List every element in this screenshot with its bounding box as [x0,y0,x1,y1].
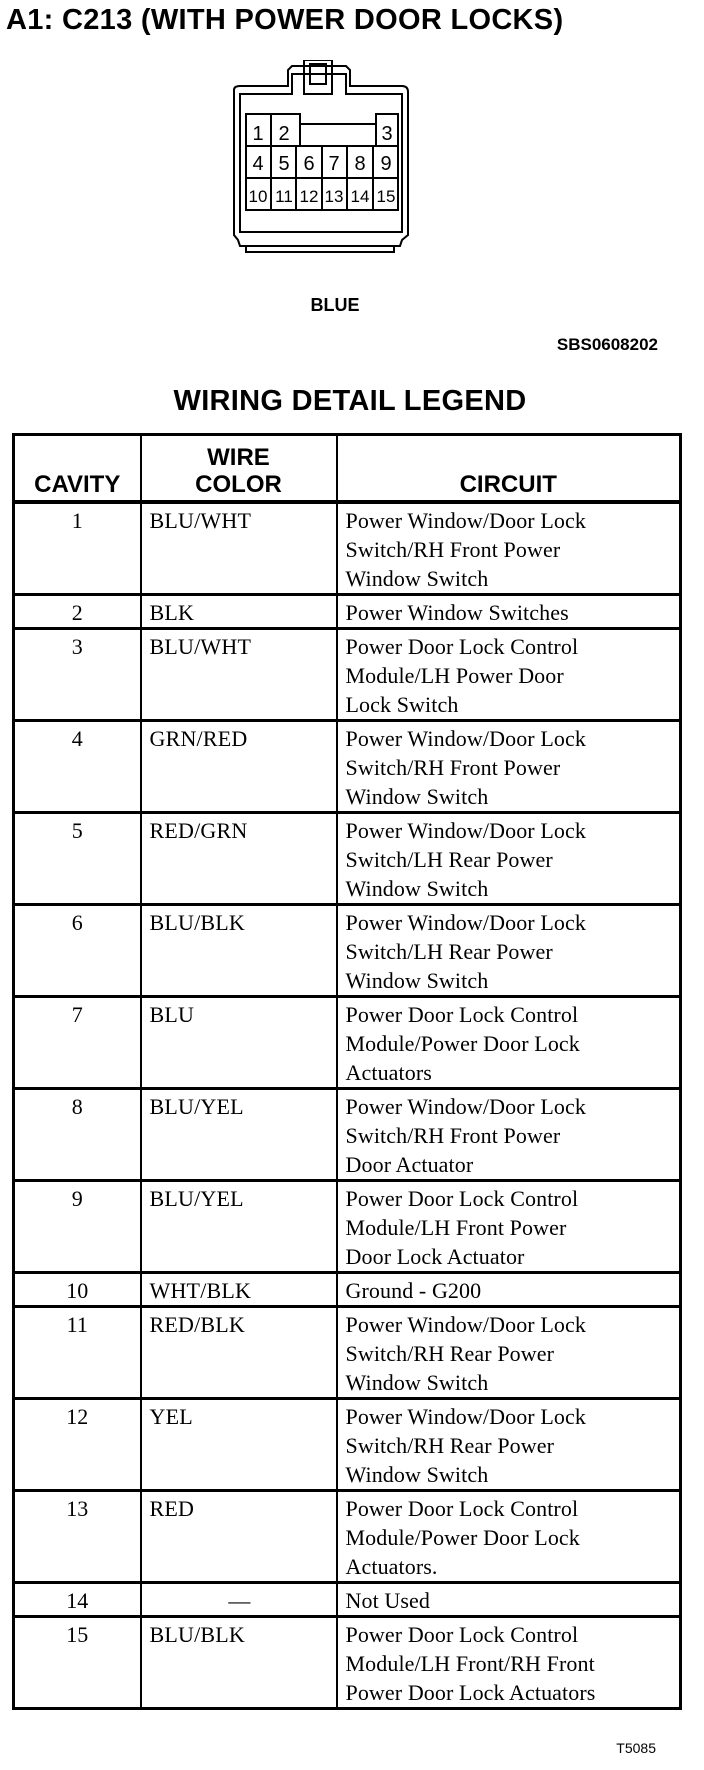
circuit-cell [337,1583,681,1617]
cavity-label-5: 5 [278,153,290,175]
circuit-line: Lock Switch [345,692,459,717]
wire-color-cell: YEL [141,1399,337,1491]
circuit-line: Switch/RH Rear Power [345,1341,555,1366]
circuit-line: Actuators. [345,1554,438,1579]
cavity-cell: 8 [14,1089,141,1181]
table-row [14,905,681,997]
circuit-line: Power Window/Door Lock [345,726,586,751]
wire-color-cell: BLK [141,595,337,629]
cavity-label-8: 8 [354,153,366,175]
figure-id: SBS0608202 [556,335,658,354]
table-row [14,1181,681,1273]
cavity-cell: 13 [14,1491,141,1583]
wire-color-cell: BLU/YEL [141,1181,337,1273]
cavity-label-12: 12 [299,187,319,206]
circuit-line: Actuators [345,1060,432,1085]
wire-color-cell: BLU/BLK [141,905,337,997]
circuit-line: Module/LH Front/RH Front [345,1651,595,1676]
cavity-cell: 7 [14,997,141,1089]
circuit-cell [337,1307,681,1399]
wire-color-cell: BLU [141,997,337,1089]
circuit-line: Switch/LH Rear Power [345,939,553,964]
header-circuit: CIRCUIT [337,435,681,503]
cavity-label-6: 6 [303,153,315,175]
table-row [14,502,681,595]
table-row [14,1307,681,1399]
circuit-line: Door Actuator [345,1152,474,1177]
wire-color-cell: BLU/WHT [141,502,337,595]
cavity-label-1: 1 [252,123,264,145]
cavity-label-9: 9 [380,153,392,175]
cavity-cell: 3 [14,629,141,721]
circuit-line: Switch/LH Rear Power [345,847,553,872]
table-row [14,1617,681,1709]
circuit-cell [337,905,681,997]
table-row [14,1491,681,1583]
circuit-cell [337,721,681,813]
circuit-cell [337,1399,681,1491]
circuit-line: Window Switch [345,566,489,591]
wire-color-cell: — [141,1583,337,1617]
wiring-detail-legend-table [12,433,682,1710]
table-row [14,1089,681,1181]
cavity-cell: 5 [14,813,141,905]
cavity-cell: 1 [14,502,141,595]
table-row [14,595,681,629]
circuit-line: Not Used [345,1588,431,1613]
header-wire-color: WIRE COLOR [141,435,337,503]
wire-color-cell: RED/GRN [141,813,337,905]
cavity-label-10: 10 [248,187,268,206]
circuit-cell [337,629,681,721]
table-row [14,721,681,813]
wire-color-cell: BLU/WHT [141,629,337,721]
cavity-cell: 15 [14,1617,141,1709]
table-row [14,1399,681,1491]
circuit-line: Module/Power Door Lock [345,1525,580,1550]
circuit-line: Window Switch [345,968,489,993]
wire-color-cell: RED/BLK [141,1307,337,1399]
circuit-line: Power Window/Door Lock [345,1094,586,1119]
circuit-line: Window Switch [345,1462,489,1487]
circuit-cell [337,595,681,629]
circuit-line: Module/LH Front Power [345,1215,567,1240]
cavity-cell: 9 [14,1181,141,1273]
circuit-line: Power Door Lock Control [345,1496,579,1521]
table-row [14,1583,681,1617]
cavity-cell: 14 [14,1583,141,1617]
circuit-line: Switch/RH Rear Power [345,1433,555,1458]
wire-color-cell: GRN/RED [141,721,337,813]
circuit-line: Power Window Switches [345,600,569,625]
circuit-line: Switch/RH Front Power [345,1123,561,1148]
circuit-cell [337,997,681,1089]
legend-title: WIRING DETAIL LEGEND [173,385,527,417]
circuit-cell [337,1273,681,1307]
drawing-id: T5085 [616,1740,656,1756]
circuit-line: Switch/RH Front Power [345,537,561,562]
circuit-cell [337,1617,681,1709]
circuit-line: Power Window/Door Lock [345,508,586,533]
cavity-label-4: 4 [252,153,264,175]
cavity-cell: 2 [14,595,141,629]
circuit-line: Module/LH Power Door [345,663,564,688]
cavity-cell: 11 [14,1307,141,1399]
connector-face-diagram [226,60,416,290]
circuit-line: Door Lock Actuator [345,1244,525,1269]
wire-color-cell: WHT/BLK [141,1273,337,1307]
circuit-cell [337,1089,681,1181]
circuit-line: Window Switch [345,784,489,809]
table-header-row [14,435,681,503]
circuit-cell [337,502,681,595]
circuit-cell [337,813,681,905]
page-title: A1: C213 (WITH POWER DOOR LOCKS) [6,4,564,36]
cavity-cell: 12 [14,1399,141,1491]
cavity-cell: 4 [14,721,141,813]
circuit-line: Switch/RH Front Power [345,755,561,780]
circuit-line: Power Window/Door Lock [345,1404,586,1429]
connector-color-label: BLUE [310,295,360,315]
circuit-line: Power Door Lock Control [345,1002,579,1027]
cavity-label-15: 15 [376,187,396,206]
cavity-label-14: 14 [350,187,370,206]
circuit-line: Power Window/Door Lock [345,818,586,843]
cavity-cell: 6 [14,905,141,997]
table-row [14,997,681,1089]
circuit-line: Ground - G200 [345,1278,482,1303]
circuit-line: Power Door Lock Control [345,1186,579,1211]
cavity-cell: 10 [14,1273,141,1307]
table-row [14,1273,681,1307]
circuit-line: Power Window/Door Lock [345,1312,586,1337]
cavity-label-13: 13 [324,187,344,206]
wire-color-cell: BLU/BLK [141,1617,337,1709]
circuit-line: Window Switch [345,876,489,901]
table-row [14,813,681,905]
table-row [14,629,681,721]
wire-color-cell: RED [141,1491,337,1583]
cavity-label-11: 11 [275,187,293,206]
cavity-label-7: 7 [328,153,340,175]
circuit-line: Power Door Lock Control [345,1622,579,1647]
wire-color-cell: BLU/YEL [141,1089,337,1181]
cavity-label-2: 2 [278,123,290,145]
header-cavity: CAVITY [14,435,141,503]
circuit-line: Window Switch [345,1370,489,1395]
circuit-cell [337,1181,681,1273]
circuit-line: Power Door Lock Control [345,634,579,659]
circuit-line: Module/Power Door Lock [345,1031,580,1056]
circuit-line: Power Window/Door Lock [345,910,586,935]
cavity-label-3: 3 [381,123,393,145]
circuit-cell [337,1491,681,1583]
circuit-line: Power Door Lock Actuators [345,1680,596,1705]
